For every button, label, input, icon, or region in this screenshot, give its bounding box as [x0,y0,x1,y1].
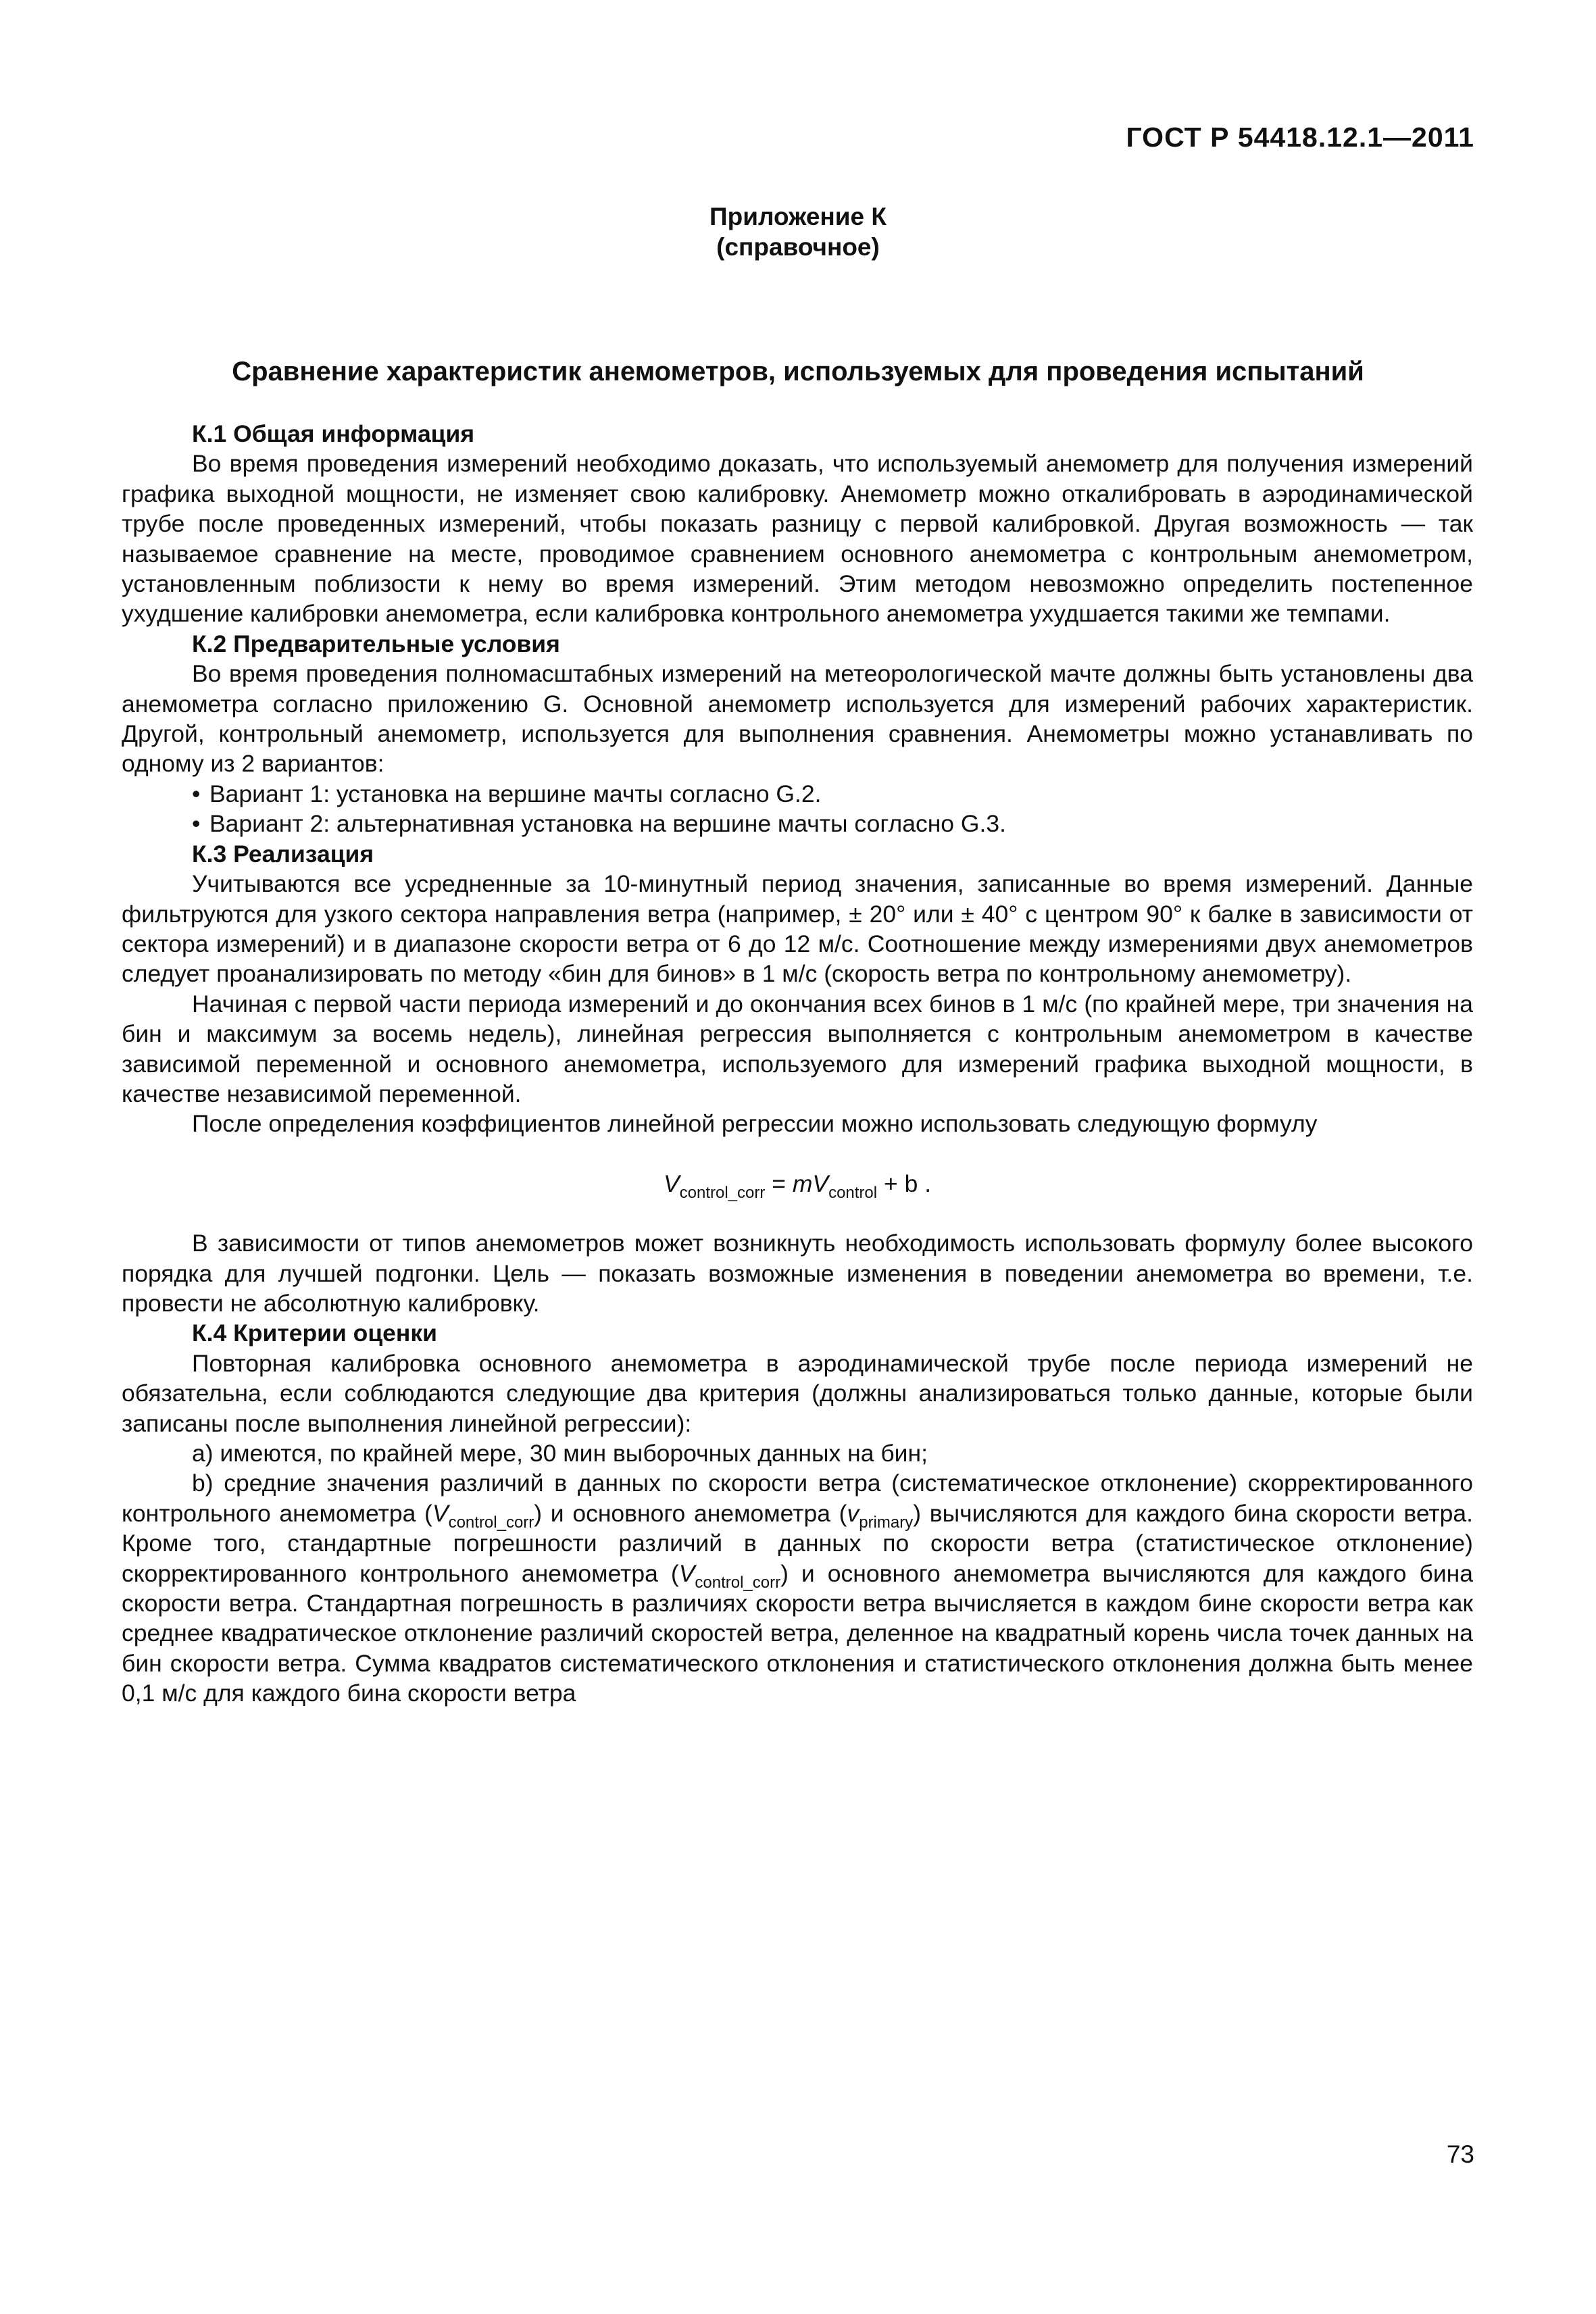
bullet-icon: • [192,780,201,807]
annex-type: (справочное) [716,233,880,261]
section-k3-paragraph-2: Начиная с первой части периода измерений и до окончания всех бинов в 1 м/с (по крайней мере, три значения на бин и максимум за восемь недель), линейная регрессия выполняется с контрольным анемометром в качестве зависимой переменной и основного анемометра, используемого для измерений графика выходной мощности, в качестве независимой переменной. [122,990,1473,1107]
section-k3-heading: К.3 Реализация [192,840,374,867]
bullet-text: Вариант 1: установка на вершине мачты согласно G.2. [209,780,822,807]
section-k3-paragraph-3: После определения коэффициентов линейной регрессии можно использовать следующую формулу [192,1110,1318,1138]
section-k2-heading: К.2 Предварительные условия [192,630,560,657]
standard-number: ГОСТ Р 54418.12.1—2011 [1126,122,1474,153]
section-k1-heading: К.1 Общая информация [192,420,475,447]
section-k4-item-b: b) средние значения различий в данных по скорости ветра (систематическое отклонение) скорректированного контрольного анемометра $(V_{control\_corr})$ и основного анемометра $(v_{primary})$ вычисляются для каждого бина скорости ветра. Кроме того, стандартные погрешности различий в данных по скорости ветра (статистическое отклонение) скорректированного контрольного анемометра $(V_{control\_corr})$ и основного анемометра вычисляются для каждого бина скорости ветра. Стандартная погрешность в различиях скорости ветра вычисляется в каждом бине скорости ветра как среднее квадратическое отклонение различий скоростей ветра, деленное на квадратный корень числа точек данных на бин скорости ветра. Сумма квадратов систематического отклонения и статистического отклонения должна быть менее 0,1 м/с для каждого бина скорости ветра [122,1469,1474,1707]
section-k4-paragraph-1: Повторная калибровка основного анемометра в аэродинамической трубе после периода измерений не обязательна, если соблюдаются следующие два критерия (должны анализироваться только данные, которые были записаны после выполнения линейной регрессии): [122,1349,1473,1437]
section-k3-paragraph-1: Учитываются все усредненные за 10-минутный период значения, записанные во время измерений. Данные фильтруются для узкого сектора направления ветра (например, ± 20° или ± 40° с центром 90° к балке в зависимости от сектора измерений) и в диапазоне скорости ветра от 6 до 12 м/с. Соотношение между измерениями двух анемометров следует проанализировать по методу «бин для бинов» в 1 м/с (скорость ветра по контрольному анемометру). [122,870,1473,988]
section-k1-paragraph: Во время проведения измерений необходимо доказать, что используемый анемометр для получения измерений графика выходной мощности, не изменяет свою калибровку. Анемометр можно откалибровать в аэродинамической трубе после проведенных измерений, чтобы показать разницу с первой калибровкой. Другая возможность — так называемое сравнение на месте, проводимое сравнением основного анемометра с контрольным анемометром, установленным поблизости к нему во время измерений. Этим методом невозможно определить постепенное ухудшение калибровки анемометра, если калибровка контрольного анемометра ухудшается такими же темпами. [122,450,1473,628]
section-k3-paragraph-4: В зависимости от типов анемометров может возникнуть необходимость использовать формулу более высокого порядка для лучшей подгонки. Цель — показать возможные изменения в поведении анемометра во времени, т.е. провести не абсолютную калибровку. [122,1230,1473,1317]
list-item [122,779,1473,809]
annex-title: Приложение К [709,203,887,230]
bullet-text: Вариант 2: альтернативная установка на вершине мачты согласно G.3. [209,810,1006,838]
bullet-icon: • [192,810,201,838]
section-k2-paragraph: Во время проведения полномасштабных измерений на метеорологической мачте должны быть установлены два анемометра согласно приложению G. Основной анемометр используется для измерений рабочих характеристик. Другой, контрольный анемометр, используется для выполнения сравнения. Анемометры можно устанавливать по одному из 2 вариантов: [122,660,1473,778]
document-body [122,419,1473,1709]
page-number: 73 [1446,2140,1474,2168]
list-item [122,809,1473,838]
section-k4-heading: К.4 Критерии оценки [192,1319,437,1347]
document-title: Сравнение характеристик анемометров, используемых для проведения испытаний [232,357,1364,386]
regression-formula: $V_{control\_corr} = mV_{control} + b$ . [663,1169,932,1202]
section-k4-item-a: a) имеются, по крайней мере, 30 мин выборочных данных на бин; [192,1440,928,1467]
